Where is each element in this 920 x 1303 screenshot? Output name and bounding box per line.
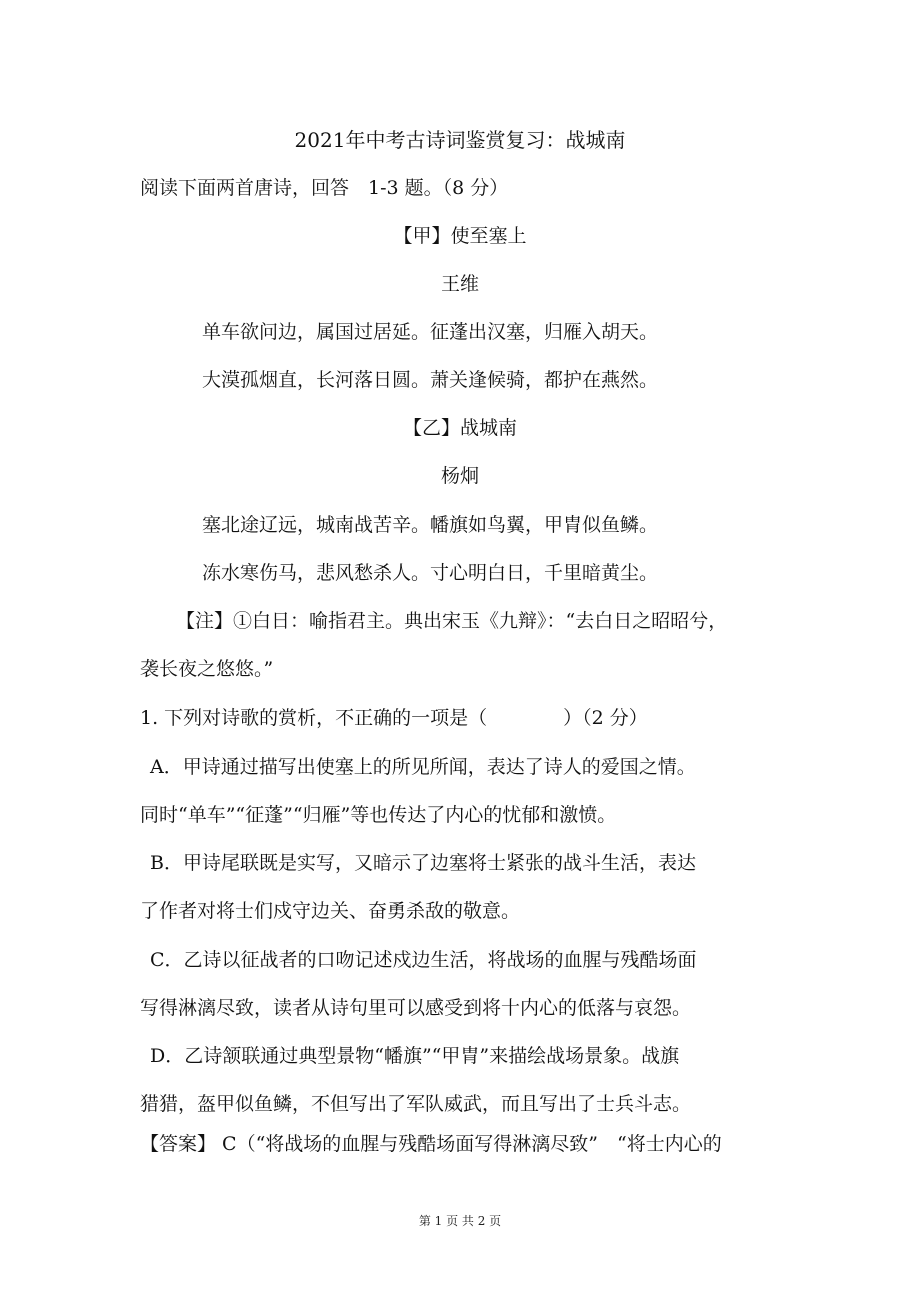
note-line: 【注】①白日：喻指君主。典出宋玉《九辩》：“去白日之昭昭兮， <box>176 610 728 632</box>
page-footer: 第 1 页 共 2 页 <box>418 1214 502 1228</box>
poem-a-line: 大漠孤烟直，长河落日圆。萧关逢候骑，都护在燕然。 <box>202 369 659 391</box>
option-b-line2: 了作者对将士们戍守边关、奋勇杀敌的敬意。 <box>140 900 521 922</box>
poem-a-author: 王维 <box>440 273 479 295</box>
answer-line: 【答案】 C（“将战场的血腥与残酷场面写得淋漓尽致” “将士内心的 <box>140 1133 722 1155</box>
option-a-line1: A．甲诗通过描写出使塞上的所见所闻，表达了诗人的爱国之情。 <box>150 756 696 778</box>
poem-a-line: 单车欲问边，属国过居延。征蓬出汉塞，归雁入胡天。 <box>202 321 659 343</box>
poem-b-heading: 【乙】战城南 <box>402 417 517 439</box>
poem-b-line: 冻水寒伤马，悲风愁杀人。寸心明白日，千里暗黄尘。 <box>202 562 659 584</box>
option-c-line1: C．乙诗以征战者的口吻记述戍边生活，将战场的血腥与残酷场面 <box>150 949 697 971</box>
question-stem: 1. 下列对诗歌的赏析，不正确的一项是（ ）（2 分） <box>140 707 648 729</box>
note-line: 袭长夜之悠悠。” <box>140 658 274 680</box>
option-d-line1: D．乙诗颔联通过典型景物“幡旗”“甲胄”来描绘战场景象。战旗 <box>150 1045 680 1067</box>
option-d-line2: 猎猎，盔甲似鱼鳞，不但写出了军队威武，而且写出了士兵斗志。 <box>140 1093 692 1115</box>
option-b-line1: B．甲诗尾联既是实写，又暗示了边塞将士紧张的战斗生活，表达 <box>150 852 696 874</box>
option-a-line2: 同时“单车”“征蓬”“归雁”等也传达了内心的忧郁和激愤。 <box>140 804 617 826</box>
poem-b-line: 塞北途辽远，城南战苦辛。幡旗如鸟翼，甲胄似鱼鳞。 <box>202 514 659 536</box>
option-c-line2: 写得淋漓尽致，读者从诗句里可以感受到将十内心的低落与哀怨。 <box>140 997 692 1019</box>
poem-b-author: 杨炯 <box>440 465 479 487</box>
poem-a-heading: 【甲】使至塞上 <box>393 225 527 247</box>
instruction: 阅读下面两首唐诗，回答 1-3 题。（8 分） <box>140 177 509 199</box>
page-title: 2021年中考古诗词鉴赏复习：战城南 <box>294 128 626 152</box>
